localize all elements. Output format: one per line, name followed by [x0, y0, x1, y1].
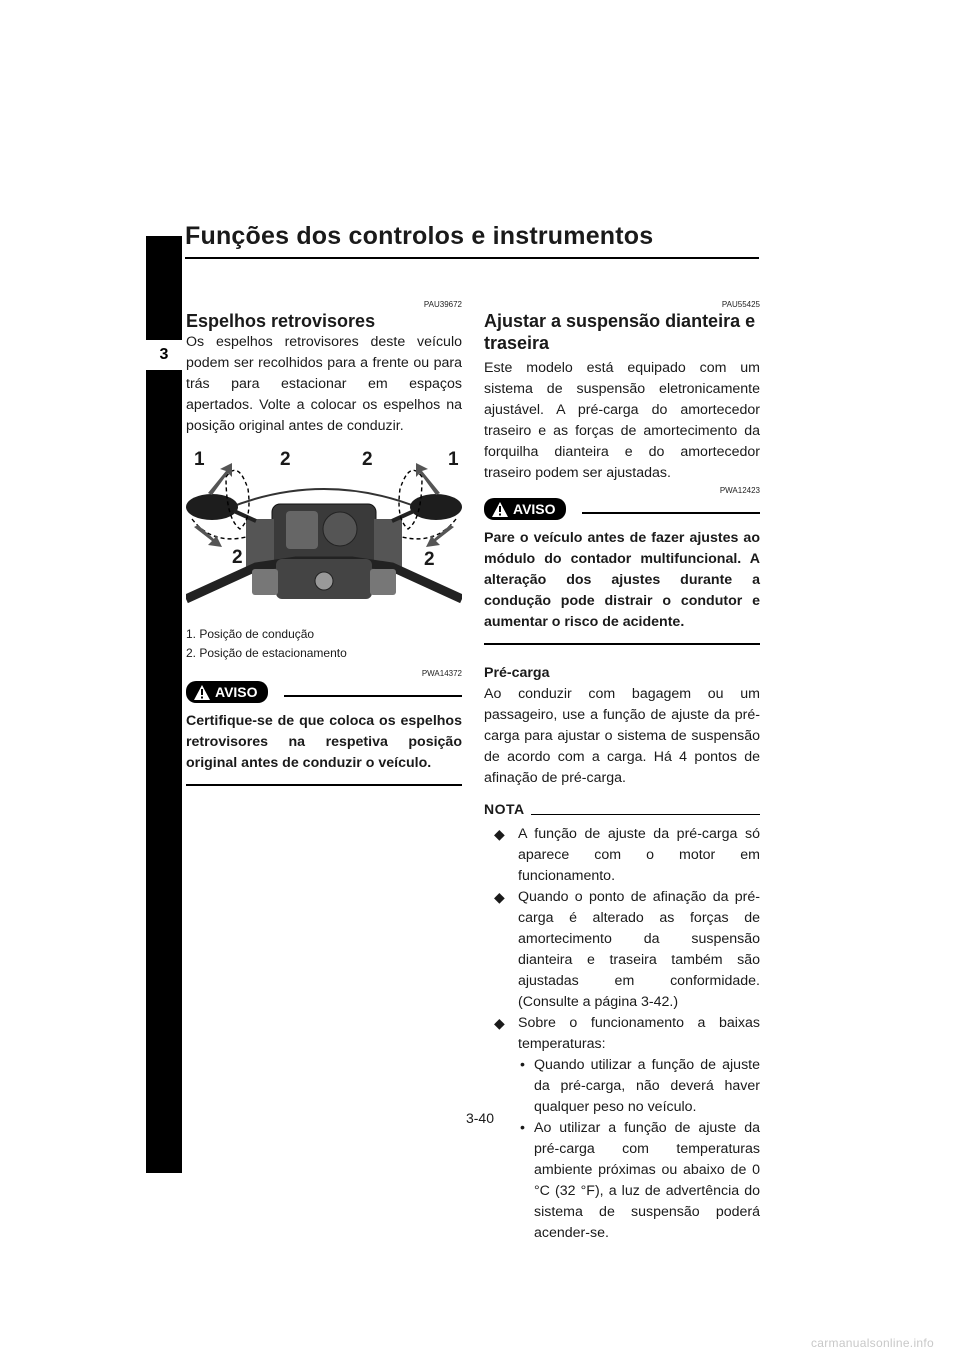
left-column — [186, 300, 462, 786]
mirror-figure — [186, 449, 462, 619]
ref-code: PAU39672 — [423, 300, 462, 309]
warning-badge — [186, 681, 268, 703]
warning-end-rule — [186, 784, 462, 786]
list-item-text: Sobre o funcionamento a baixas temperaturas: — [518, 1015, 760, 1052]
warning-header — [484, 498, 760, 520]
warning-label: AVISO — [215, 683, 258, 700]
warning-text: Pare o veículo antes de fazer ajustes ao módulo do contador multifuncional. A alteração dos ajustes durante a condução pode distrair o condutor e aumentar o risco de acidente. — [484, 530, 760, 630]
figure-label: 1 — [194, 449, 205, 470]
list-item: ◆ A função de ajuste da pré-carga só aparece com o motor em funcionamento. — [484, 824, 760, 887]
preload-text: Ao conduzir com bagagem ou um passageiro, use a função de ajuste da pré-carga para ajustar o sistema de suspensão de acordo com a carga. Há 4 pontos de afinação de pré-carga. — [484, 686, 760, 786]
sub-list-item: • Quando utilizar a função de ajuste da pré-carga, não deverá haver qualquer peso no veículo. — [518, 1055, 760, 1118]
warning-text: Certifique-se de que coloca os espelhos retrovisores na respetiva posição original antes de conduzir o veículo. — [186, 713, 462, 771]
figure-label: 2 — [280, 449, 291, 470]
sub-list-item: • Ao utilizar a função de ajuste da pré-carga com temperaturas ambiente próximas ou abaixo de 0 °C (32 °F), a luz de advertência do sistema de suspensão poderá acender-se. — [518, 1118, 760, 1244]
note-label: NOTA — [484, 801, 525, 817]
sub-list — [518, 1055, 760, 1244]
warning-end-rule — [484, 643, 760, 645]
right-column — [484, 300, 760, 1244]
suspension-intro: Este modelo está equipado com um sistema de suspensão eletronicamente ajustável. A pré-carga do amortecedor traseiro e as forças de amortecimento da forquilha dianteira e do amortecedor traseiro podem ser ajustadas. — [484, 360, 760, 481]
warning-badge — [484, 498, 566, 520]
figure-label: 2 — [362, 449, 373, 470]
chapter-tab — [146, 236, 182, 1173]
list-item — [484, 1013, 760, 1244]
figure-label: 2 — [232, 547, 243, 568]
ref-code: PWA12423 — [719, 486, 760, 495]
figure-label: 1 — [448, 449, 459, 470]
warning-triangle-icon — [194, 685, 210, 700]
title-rule — [185, 257, 759, 259]
ref-code: PAU55425 — [721, 300, 760, 309]
section-heading-mirrors: Espelhos retrovisores — [186, 311, 376, 331]
ref-code: PWA14372 — [421, 669, 462, 678]
page-number: 3-40 — [465, 1110, 495, 1126]
subheading-preload: Pré-carga — [484, 665, 550, 681]
mirrors-intro: Os espelhos retrovisores deste veículo podem ser recolhidos para a frente ou para trás para estacionar em espaços apertados. Volte a colocar os espelhos na posição original antes de conduzir. — [186, 334, 462, 434]
warning-label: AVISO — [513, 500, 556, 517]
watermark: carmanualsonline.info — [810, 1336, 934, 1350]
page-title: Funções dos controlos e instrumentos — [185, 222, 654, 250]
figure-label: 2 — [424, 549, 435, 570]
list-item: ◆ Quando o ponto de afinação da pré-carga é alterado as forças de amortecimento da suspensão dianteira e traseira também são ajustadas em conformidade. (Consulte a página 3-42.) — [484, 887, 760, 1013]
section-heading-suspension: Ajustar a suspensão dianteira e traseira — [484, 311, 756, 353]
warning-rule — [284, 695, 462, 697]
note-header — [484, 799, 760, 820]
warning-triangle-icon — [492, 502, 508, 517]
caption-line: 1. Posição de condução — [186, 627, 315, 641]
chapter-number: 3 — [146, 340, 182, 370]
note-list — [484, 824, 760, 1244]
note-rule — [531, 814, 760, 815]
warning-rule — [582, 512, 760, 514]
handlebar-illustration — [186, 449, 462, 619]
caption-line: 2. Posição de estacionamento — [186, 646, 347, 660]
warning-header — [186, 681, 462, 703]
figure-caption — [186, 625, 462, 663]
